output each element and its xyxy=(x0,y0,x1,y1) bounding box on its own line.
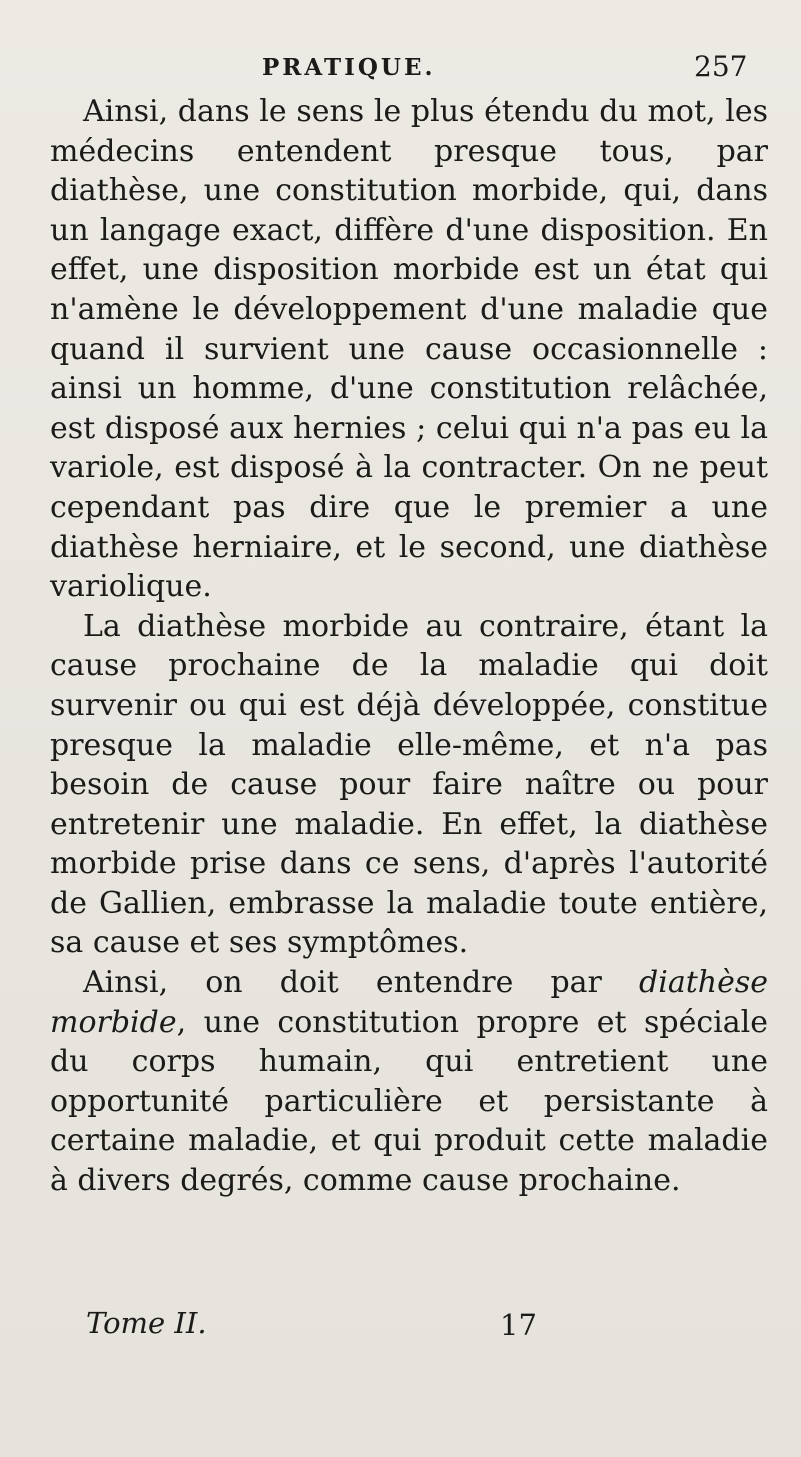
running-title: PRATIQUE. xyxy=(262,54,436,81)
italic-term: diathèse morbide xyxy=(50,965,768,1040)
paragraph-3 xyxy=(50,963,768,1201)
paragraph-3-start: Ainsi, on doit entendre par xyxy=(83,965,640,1001)
page-number: 257 xyxy=(694,50,748,83)
page-header xyxy=(0,50,801,90)
paragraph-3-end: , une constitution propre et spéciale du corps humain, qui entretient une opportunité particulière et persistante à certaine maladie, et qui produit cette maladie à divers degrés, comme cause prochaine. xyxy=(50,1004,768,1199)
paragraph-2: La diathèse morbide au contraire, étant la cause prochaine de la maladie qui doit survenir ou qui est déjà développée, constitue presque la maladie elle-même, et n'a pas besoin de cause pour faire naître ou pour entretenir une maladie. En effet, la diathèse morbide prise dans ce sens, d'après l'autorité de Gallien, embrasse la maladie toute entière, sa cause et ses symptômes. xyxy=(50,608,768,961)
volume-mark: Tome II. xyxy=(86,1306,207,1340)
paragraph-1: Ainsi, dans le sens le plus étendu du mot, les médecins entendent presque tous, par diathèse, une constitution morbide, qui, dans un langage exact, diffère d'une disposition. En effet, une disposition morbide est un état qui n'amène le développement d'une maladie que quand il survient une cause occasionnelle : ainsi un homme, d'une constitution relâchée, est disposé aux hernies ; celui qui n'a pas eu la variole, est disposé à la contracter. On ne peut cependant pas dire que le premier a une diathèse herniaire, et le second, une diathèse variolique. xyxy=(50,94,768,605)
body-text xyxy=(50,92,768,1201)
signature-mark: 17 xyxy=(500,1308,537,1342)
page-footer xyxy=(0,1306,801,1348)
